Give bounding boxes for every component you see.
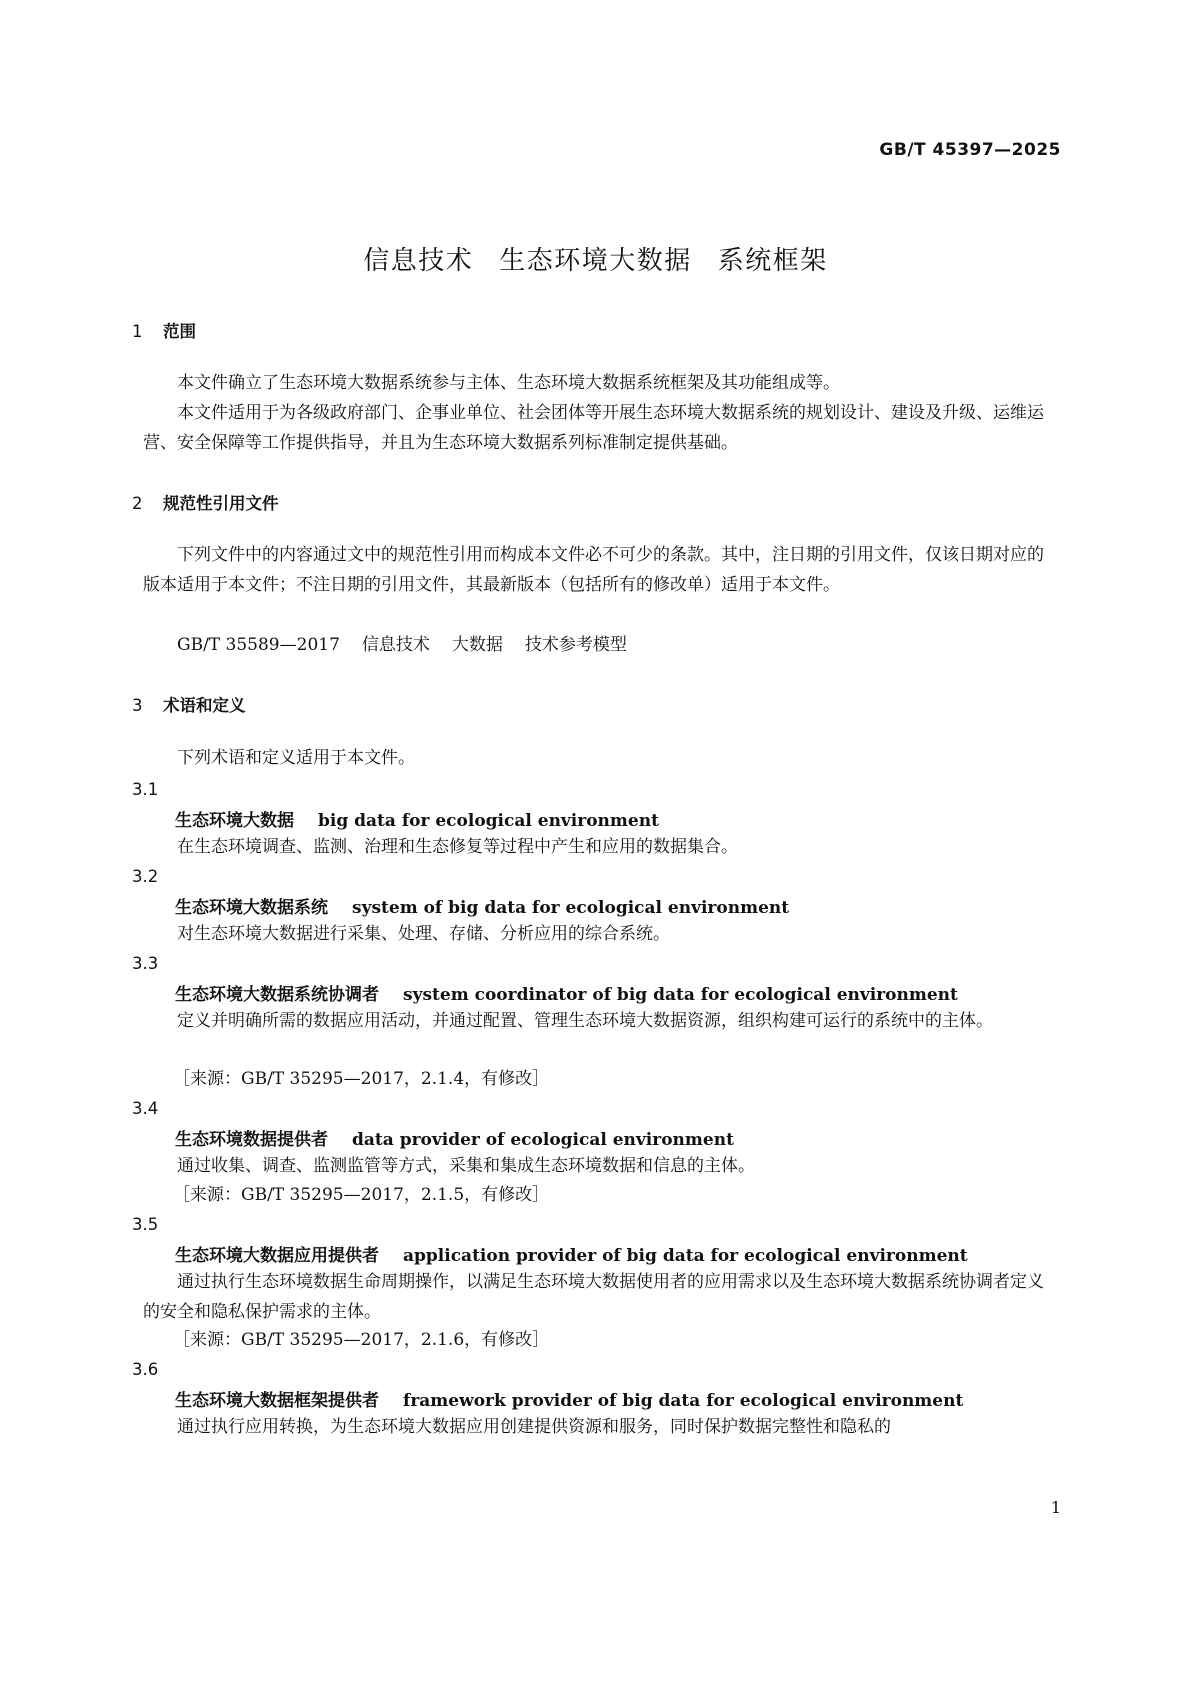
term-number: 3.5 [132, 1215, 159, 1234]
term-number: 3.4 [132, 1099, 159, 1118]
section-1-number: 1 [132, 322, 143, 341]
section-3-intro: 下列术语和定义适用于本文件。 [177, 748, 415, 768]
standard-number: GB/T 45397—2025 [879, 140, 1061, 160]
term-definition: 通过收集、调查、监测监管等方式，采集和集成生态环境数据和信息的主体。 [177, 1156, 755, 1176]
term-heading [175, 806, 659, 831]
term-heading [175, 1125, 734, 1150]
section-1-para-2: 本文件适用于为各级政府部门、企事业单位、社会团体等开展生态环境大数据系统的规划设计、建设及升级、运维运营、安全保障等工作提供指导，并且为生态环境大数据系列标准制定提供基础。 [143, 403, 1044, 453]
term-en: data provider of ecological environment [352, 1130, 734, 1150]
section-2-number: 2 [132, 494, 143, 513]
term-zh: 生态环境大数据系统协调者 [175, 985, 379, 1005]
term-source: ［来源：GB/T 35295—2017，2.1.5，有修改］ [173, 1185, 550, 1205]
term-definition: 对生态环境大数据进行采集、处理、存储、分析应用的综合系统。 [177, 924, 670, 944]
title-part-3: 系统框架 [717, 246, 828, 276]
term-definition: 在生态环境调查、监测、治理和生态修复等过程中产生和应用的数据集合。 [177, 837, 738, 857]
term-zh: 生态环境大数据应用提供者 [175, 1246, 379, 1266]
reference-title-part-1: 信息技术 [361, 635, 430, 655]
section-1-title: 范围 [163, 322, 196, 341]
term-en: framework provider of big data for ecological environment [403, 1391, 964, 1411]
normative-reference [177, 630, 627, 660]
term-zh: 生态环境大数据框架提供者 [175, 1391, 379, 1411]
document-title [0, 240, 1191, 277]
page-number: 1 [1050, 1498, 1061, 1517]
term-number: 3.6 [132, 1360, 159, 1379]
term-source: ［来源：GB/T 35295—2017，2.1.6，有修改］ [173, 1330, 550, 1350]
term-en: application provider of big data for ecological environment [403, 1246, 968, 1266]
reference-title-part-3: 技术参考模型 [524, 635, 627, 655]
section-2-heading [132, 490, 279, 514]
term-definition: 通过执行生态环境数据生命周期操作，以满足生态环境大数据使用者的应用需求以及生态环境大数据系统协调者定义的安全和隐私保护需求的主体。 [143, 1272, 1044, 1322]
term-number: 3.3 [132, 954, 159, 973]
term-definition: 通过执行应用转换，为生态环境大数据应用创建提供资源和服务，同时保护数据完整性和隐私的 [177, 1417, 891, 1437]
term-en: system coordinator of big data for ecological environment [403, 985, 958, 1005]
section-3-title: 术语和定义 [163, 696, 246, 715]
term-source: ［来源：GB/T 35295—2017，2.1.4，有修改］ [173, 1069, 550, 1089]
term-heading [175, 980, 958, 1005]
term-en: big data for ecological environment [318, 811, 659, 831]
term-zh: 生态环境数据提供者 [175, 1130, 328, 1150]
section-3-heading [132, 692, 246, 716]
term-zh: 生态环境大数据 [175, 811, 294, 831]
term-en: system of big data for ecological environment [352, 898, 790, 918]
term-number: 3.1 [132, 780, 159, 799]
section-2-title: 规范性引用文件 [163, 494, 279, 513]
section-2-para-1: 下列文件中的内容通过文中的规范性引用而构成本文件必不可少的条款。其中，注日期的引用文件，仅该日期对应的版本适用于本文件；不注日期的引用文件，其最新版本（包括所有的修改单）适用于本文件。 [143, 545, 1044, 595]
term-heading [175, 1241, 968, 1266]
reference-title-part-2: 大数据 [451, 635, 503, 655]
section-1-heading [132, 318, 196, 342]
term-zh: 生态环境大数据系统 [175, 898, 328, 918]
reference-code: GB/T 35589—2017 [177, 635, 340, 655]
term-heading [175, 893, 789, 918]
term-definition: 定义并明确所需的数据应用活动，并通过配置、管理生态环境大数据资源，组织构建可运行的系统中的主体。 [177, 1011, 993, 1031]
title-part-1: 信息技术 [363, 246, 474, 276]
section-1-para-1: 本文件确立了生态环境大数据系统参与主体、生态环境大数据系统框架及其功能组成等。 [177, 373, 840, 393]
term-heading [175, 1386, 963, 1411]
term-number: 3.2 [132, 867, 159, 886]
title-part-2: 生态环境大数据 [499, 246, 692, 276]
section-3-number: 3 [132, 696, 143, 715]
